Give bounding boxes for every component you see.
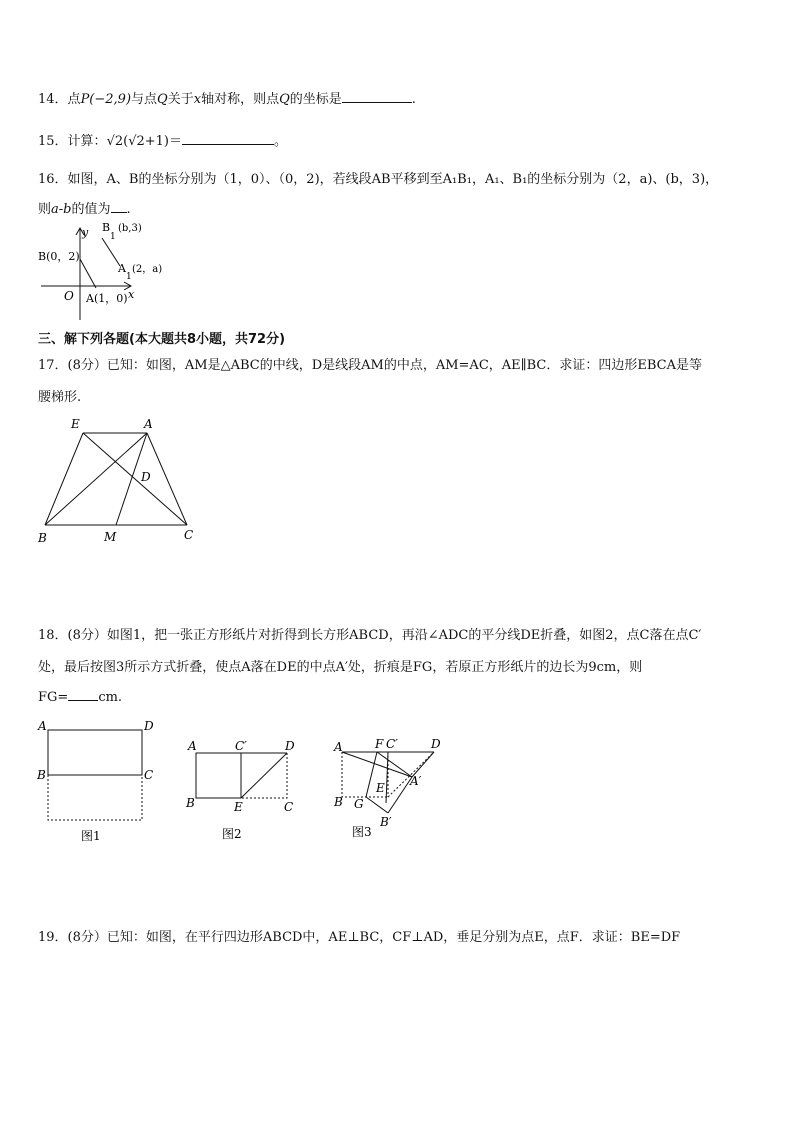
question-14 [38, 88, 416, 107]
label-d: D [141, 470, 151, 484]
q16-expression: a-b [51, 202, 72, 217]
label-a: A(1，0) [86, 292, 128, 305]
q18-answer-blank[interactable] [68, 688, 98, 701]
q18-figure-2 [182, 735, 312, 845]
label-g: G [354, 797, 364, 811]
q15-number: 15． [38, 134, 68, 149]
label-c: C [184, 528, 194, 542]
figure-3-caption: 图3 [352, 825, 372, 839]
line-a-a-prime [342, 752, 412, 777]
section-3-heading: 三、解下列各题(本大题共8小题，共72分) [38, 332, 286, 347]
q14-axis: x [193, 92, 202, 107]
q14-point-p: P(−2,9) [80, 92, 132, 107]
dashed-lower-half [48, 775, 142, 820]
q16-end: . [126, 202, 131, 217]
label-e: E [376, 781, 385, 795]
q18-figure-3 [330, 733, 460, 848]
q15-expression: √2(√2+1)＝ [106, 134, 182, 149]
q14-text: 点 [67, 92, 81, 107]
label-a: A [334, 740, 343, 754]
q18-text-2: cm. [98, 690, 123, 705]
label-a1-sub: 1 [126, 272, 132, 282]
question-15 [38, 130, 287, 149]
label-a: A [38, 719, 47, 733]
q16-coordinate-figure [36, 220, 176, 325]
q14-text-5: 的坐标是 [289, 92, 342, 107]
label-x: x [128, 288, 135, 301]
label-y: y [82, 226, 89, 239]
q18-text: FG= [38, 690, 69, 705]
figure-1-caption: 图1 [81, 829, 101, 843]
label-d: D [144, 719, 154, 733]
label-a: A [144, 417, 153, 431]
line-a-prime-b-prime [388, 777, 412, 813]
q14-text-3: 关于 [167, 92, 194, 107]
q14-end: . [411, 92, 416, 107]
q15-text: 计算： [67, 134, 107, 149]
label-d: D [431, 737, 441, 751]
figure-2-caption: 图2 [222, 827, 242, 841]
question-17-line-2: 腰梯形. [38, 390, 82, 405]
q16-answer-blank[interactable] [111, 200, 127, 213]
q14-text-2: 与点 [131, 92, 158, 107]
label-e: E [71, 417, 80, 431]
line-g-b-prime [366, 797, 388, 813]
line-ec [83, 433, 187, 525]
q14-answer-blank[interactable] [342, 90, 412, 103]
question-18-line-3 [38, 688, 122, 705]
q15-answer-blank[interactable] [182, 132, 274, 145]
label-b: B [38, 531, 47, 545]
line-eb [45, 433, 83, 525]
label-a: A [188, 739, 197, 753]
question-18-line-2: 处，最后按图3所示方式折叠，使点A落在DE的中点A′处，折痕是FG，若原正方形纸片的边长为9cm，则 [38, 660, 643, 675]
label-f: F [375, 737, 384, 751]
question-19-line-1: 19．(8分）已知：如图，在平行四边形ABCD中，AE⊥BC，CF⊥AD，垂足分别为点E，点F．求证：BE=DF [38, 930, 681, 945]
label-b1-sub: 1 [110, 232, 116, 242]
label-e: E [234, 800, 243, 814]
label-a-prime: A′ [410, 774, 422, 788]
label-c: C [284, 800, 294, 814]
label-origin: O [64, 289, 74, 303]
label-b: B [37, 768, 46, 782]
q14-number: 14． [38, 92, 68, 107]
label-b: B [334, 795, 343, 809]
segment-ab [80, 259, 96, 288]
q16-text: 则 [38, 202, 52, 217]
label-c-prime: C′ [235, 739, 247, 753]
q18-figure-1 [34, 715, 164, 845]
question-18-line-1: 18．(8分）如图1，把一张正方形纸片对折得到长方形ABCD，再沿∠ADC的平分线DE折叠，如图2，点C落在点C′ [38, 628, 702, 643]
label-b: B [186, 796, 195, 810]
fold-line-de [241, 753, 287, 798]
label-b1-coord: (b,3) [118, 223, 142, 234]
q14-point-q2: Q [279, 92, 290, 107]
line-ac [147, 433, 187, 525]
q16-text-2: 的值为 [71, 202, 111, 217]
label-a1: A [118, 262, 126, 275]
q15-end: 。 [273, 134, 287, 149]
rectangle-abcd [48, 730, 142, 775]
question-16-line-1: 16．如图，A、B的坐标分别为（1，0）、（0，2)，若线段AB平移到至A₁B₁，A₁、B₁的坐标分别为（2，a)、(b，3)， [38, 172, 719, 187]
line-f-a-prime [377, 752, 412, 777]
label-b1: B [102, 221, 111, 234]
label-a1-coord: (2，a) [132, 264, 163, 275]
q14-text-4: 轴对称，则点 [201, 92, 280, 107]
label-c-prime: C′ [386, 737, 398, 751]
question-17-line-1: 17．(8分）已知：如图，AM是△ABC的中线，D是线段AM的中点，AM=AC，AE∥BC．求证：四边形EBCA是等 [38, 358, 703, 373]
label-d: D [285, 739, 295, 753]
square-abec [196, 753, 241, 798]
q14-point-q: Q [157, 92, 168, 107]
label-c: C [144, 768, 154, 782]
label-b: B(0，2) [38, 250, 80, 263]
question-16-line-2 [38, 198, 131, 217]
label-b-prime: B′ [380, 815, 392, 829]
q17-trapezoid-figure [34, 415, 204, 550]
label-m: M [104, 530, 117, 544]
